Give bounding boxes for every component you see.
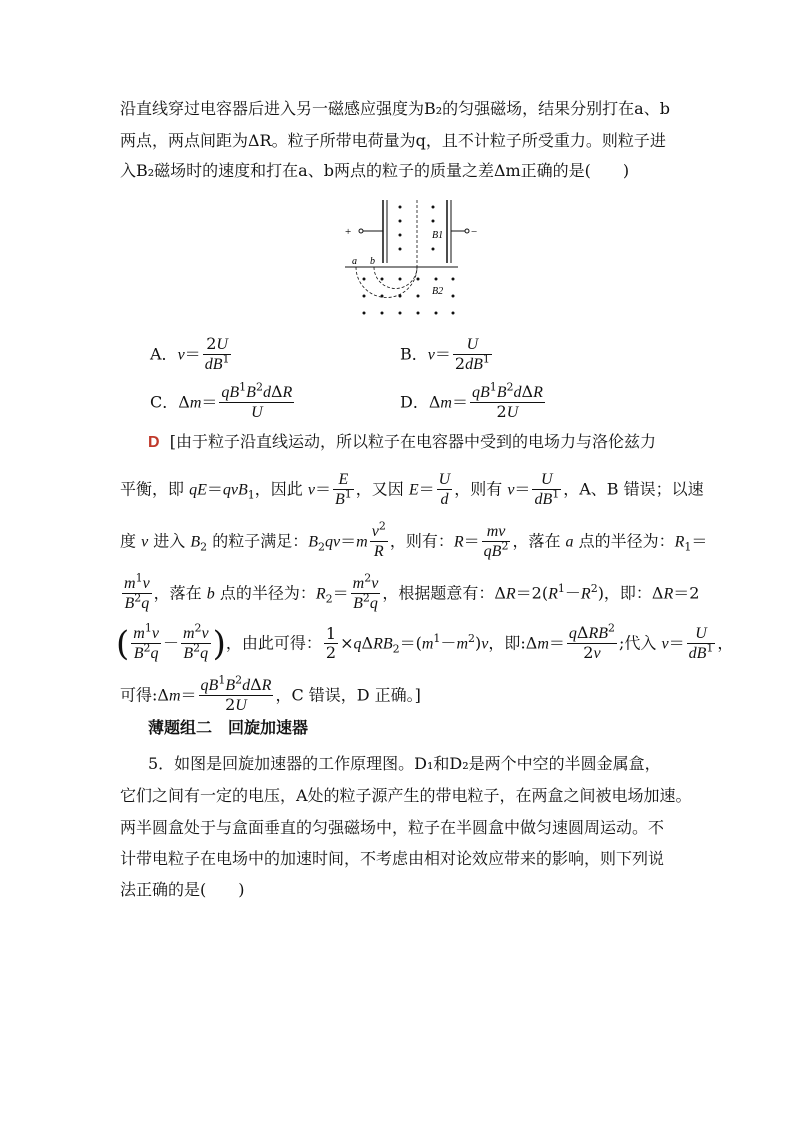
option-a: A．v＝ $\frac{2U}{dB^1}$ [150, 334, 230, 374]
velocity-selector-figure [340, 195, 478, 320]
intro-line-1: 沿直线穿过电容器后进入另一磁感应强度为B₂的匀强磁场，结果分别打在a、b [120, 99, 670, 118]
q5-line-3: 两半圆盒处于与盒面垂直的匀强磁场中，粒子在半圆盒中做匀速圆周运动。不 [120, 818, 665, 837]
option-d: D．Δm＝ $\frac{qB^1B^2d\Delta R}{2U}$ [400, 380, 543, 422]
q5-line-1: 5．如图是回旋加速器的工作原理图。D₁和D₂是两个中空的半圆金属盒， [148, 754, 661, 773]
intro-line-3: 入B₂磁场时的速度和打在a、b两点的粒子的质量之差Δm正确的是( ) [120, 161, 630, 180]
intro-line-2: 两点，两点间距为ΔR。粒子所带电荷量为q，且不计粒子所受重力。则粒子进 [120, 131, 666, 150]
option-b: B．v＝ $\frac{U}{2dB^1}$ [400, 336, 490, 374]
section-heading [148, 721, 308, 737]
option-c: C．Δm＝ $\frac{qB^1B^2d\Delta R}{U}$ [150, 380, 293, 422]
q5-line-5: 法正确的是( ) [120, 880, 245, 899]
q5-line-2: 它们之间有一定的电压，A处的粒子源产生的带电粒子，在两盒之间被电场加速。 [120, 786, 692, 805]
section-title: 题组二 回旋加速器 [164, 720, 309, 737]
minus-label: − [471, 226, 478, 238]
q5-line-4: 计带电粒子在电场中的加速时间，不考虑由相对论效应带来的影响，则下列说 [120, 849, 665, 868]
label-b2: B2 [432, 286, 444, 297]
plus-label: + [345, 226, 352, 238]
label-b: b [370, 256, 375, 267]
label-b1: B1 [432, 230, 444, 241]
label-a: a [352, 256, 357, 267]
section-prefix: 薄 [148, 720, 165, 737]
answer-label: D [148, 434, 160, 451]
